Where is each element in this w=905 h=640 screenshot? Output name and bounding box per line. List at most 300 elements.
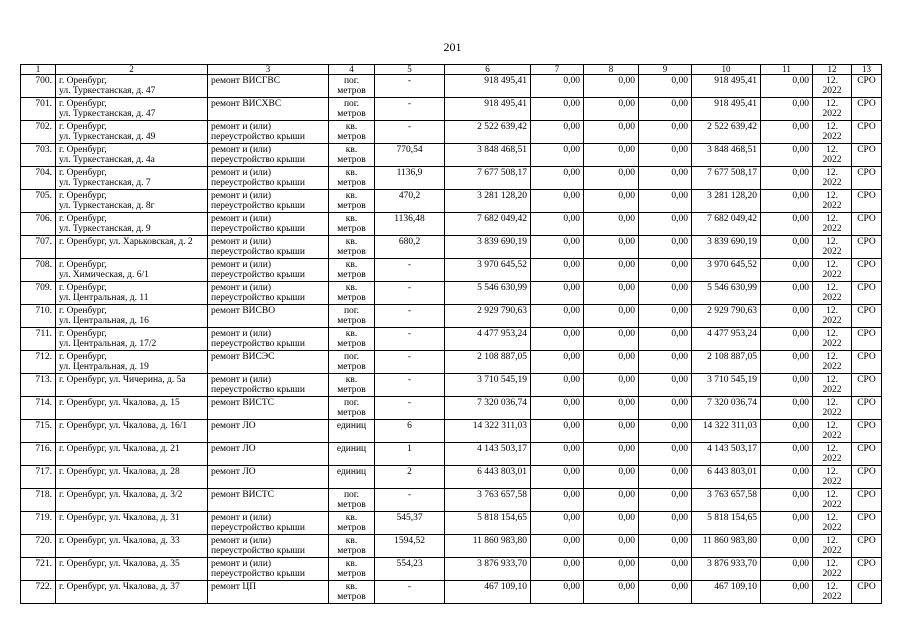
cost-col7-text: 0,00: [563, 237, 580, 247]
quantity-cell: [375, 581, 445, 604]
completion-date-line-2: 2022: [822, 500, 842, 510]
cost-col10-cell: [692, 259, 761, 282]
cost-col11-cell: [761, 121, 813, 144]
cost-col11-cell: [761, 167, 813, 190]
completion-date-line-2: 2022: [822, 477, 842, 487]
cost-col11-cell: [761, 305, 813, 328]
cost-col8-text: 0,00: [618, 191, 635, 201]
table-row: [21, 397, 882, 420]
row-number-cell: [21, 190, 56, 213]
unit-cell: [329, 512, 375, 535]
cost-col11-text: 0,00: [792, 513, 809, 523]
completion-date-line-1: 12.: [826, 191, 838, 201]
cost-col9-text: 0,00: [671, 444, 688, 454]
quantity-text: -: [407, 99, 412, 109]
work-type-line-1: ремонт и (или): [211, 375, 272, 385]
cost-col10-cell: [692, 190, 761, 213]
total-cost-text: 3 763 657,58: [477, 490, 527, 500]
cost-col10-cell: [692, 328, 761, 351]
row-number-cell: [21, 121, 56, 144]
unit-cell: [329, 282, 375, 305]
funding-source-text: СРО: [857, 99, 876, 109]
cost-col11-cell: [761, 466, 813, 489]
cost-col8-text: 0,00: [618, 214, 635, 224]
address-line-1: г. Оренбург, ул. Чкалова, д. 28: [59, 467, 180, 477]
cost-col8-cell: [584, 213, 639, 236]
work-type-line-1: ремонт ЛО: [211, 421, 256, 431]
completion-date-line-1: 12.: [826, 122, 838, 132]
cost-col9-text: 0,00: [671, 214, 688, 224]
unit-cell: [329, 305, 375, 328]
completion-date-line-2: 2022: [822, 224, 842, 234]
address-line-1: г. Оренбург, ул. Чкалова, д. 16/1: [59, 421, 188, 431]
table-row: [21, 144, 882, 167]
row-number-text: 715.: [35, 421, 52, 431]
completion-date-line-1: 12.: [826, 421, 838, 431]
row-number-text: 720.: [35, 536, 52, 546]
cost-col7-text: 0,00: [563, 536, 580, 546]
cost-col7-text: 0,00: [563, 582, 580, 592]
completion-date-cell: [813, 420, 852, 443]
row-number-text: 719.: [35, 513, 52, 523]
total-cost-text: 918 495,41: [484, 76, 527, 86]
work-type-line-1: ремонт ВИСВО: [211, 306, 276, 316]
total-cost-text: 7 677 508,17: [477, 168, 527, 178]
cost-col9-text: 0,00: [671, 352, 688, 362]
cost-col7-cell: [531, 489, 584, 512]
cost-col8-text: 0,00: [618, 260, 635, 270]
cost-col7-text: 0,00: [563, 214, 580, 224]
cost-col10-cell: [692, 489, 761, 512]
unit-line-1: кв.: [345, 260, 358, 270]
cost-col7-text: 0,00: [563, 375, 580, 385]
cost-col8-cell: [584, 351, 639, 374]
cost-col8-text: 0,00: [618, 145, 635, 155]
cost-col11-text: 0,00: [792, 99, 809, 109]
cost-col9-cell: [639, 535, 692, 558]
quantity-cell: [375, 282, 445, 305]
cost-col8-cell: [584, 581, 639, 604]
cost-col7-cell: [531, 98, 584, 121]
address-line-1: г. Оренбург, ул. Чкалова, д. 33: [59, 536, 180, 546]
total-cost-cell: [445, 75, 531, 98]
row-number-text: 709.: [35, 283, 52, 293]
funding-source-cell: [852, 351, 882, 374]
completion-date-line-2: 2022: [822, 178, 842, 188]
total-cost-text: 2 522 639,42: [477, 122, 527, 132]
table-row: [21, 305, 882, 328]
work-type-line-1: ремонт ВИСЭС: [211, 352, 275, 362]
total-cost-text: 4 477 953,24: [477, 329, 527, 339]
completion-date-cell: [813, 121, 852, 144]
work-type-cell: [208, 374, 329, 397]
cost-col11-cell: [761, 420, 813, 443]
work-type-cell: [208, 259, 329, 282]
cost-col10-cell: [692, 75, 761, 98]
table-row: [21, 558, 882, 581]
row-number-cell: [21, 259, 56, 282]
cost-col11-text: 0,00: [792, 145, 809, 155]
cost-col9-cell: [639, 190, 692, 213]
funding-source-cell: [852, 75, 882, 98]
cost-col9-text: 0,00: [671, 99, 688, 109]
address-cell: [56, 558, 208, 581]
quantity-text: -: [407, 306, 412, 316]
cost-col8-cell: [584, 259, 639, 282]
completion-date-cell: [813, 581, 852, 604]
total-cost-cell: [445, 397, 531, 420]
total-cost-cell: [445, 213, 531, 236]
address-line-1: г. Оренбург,: [59, 352, 107, 362]
funding-source-text: СРО: [857, 260, 876, 270]
work-type-cell: [208, 420, 329, 443]
unit-cell: [329, 374, 375, 397]
cost-col10-text: 3 281 128,20: [707, 191, 757, 201]
page-number: 201: [443, 40, 462, 54]
unit-line-2: метров: [337, 546, 366, 556]
column-number-cell: 12: [813, 65, 852, 75]
row-number-cell: [21, 144, 56, 167]
completion-date-line-1: 12.: [826, 214, 838, 224]
funding-source-text: СРО: [857, 168, 876, 178]
total-cost-text: 3 848 468,51: [477, 145, 527, 155]
address-line-1: г. Оренбург, ул. Чкалова, д. 15: [59, 398, 180, 408]
work-type-line-1: ремонт и (или): [211, 191, 272, 201]
table-row: [21, 512, 882, 535]
funding-source-text: СРО: [857, 582, 876, 592]
table-row: [21, 213, 882, 236]
quantity-cell: [375, 374, 445, 397]
cost-col8-text: 0,00: [618, 467, 635, 477]
unit-line-1: единиц: [336, 421, 367, 431]
funding-source-text: СРО: [857, 398, 876, 408]
cost-col7-text: 0,00: [563, 283, 580, 293]
quantity-text: 545,37: [396, 513, 423, 523]
column-number-row: [21, 65, 882, 75]
completion-date-cell: [813, 489, 852, 512]
cost-col8-cell: [584, 167, 639, 190]
cost-col8-text: 0,00: [618, 122, 635, 132]
unit-line-1: кв.: [345, 191, 358, 201]
unit-line-1: пог.: [343, 352, 360, 362]
unit-line-2: метров: [337, 592, 366, 602]
unit-line-2: метров: [337, 523, 366, 533]
completion-date-cell: [813, 98, 852, 121]
funding-source-text: СРО: [857, 237, 876, 247]
cost-col9-cell: [639, 351, 692, 374]
cost-col7-text: 0,00: [563, 398, 580, 408]
total-cost-text: 4 143 503,17: [477, 444, 527, 454]
address-line-1: г. Оренбург, ул. Чкалова, д. 35: [59, 559, 180, 569]
row-number-cell: [21, 75, 56, 98]
work-type-cell: [208, 397, 329, 420]
cost-col8-text: 0,00: [618, 398, 635, 408]
cost-col7-cell: [531, 443, 584, 466]
address-cell: [56, 259, 208, 282]
cost-col9-text: 0,00: [671, 168, 688, 178]
cost-col7-text: 0,00: [563, 122, 580, 132]
funding-source-cell: [852, 397, 882, 420]
quantity-text: -: [407, 375, 412, 385]
cost-col11-cell: [761, 558, 813, 581]
cost-col7-cell: [531, 328, 584, 351]
unit-cell: [329, 236, 375, 259]
completion-date-line-1: 12.: [826, 76, 838, 86]
address-line-1: г. Оренбург,: [59, 214, 107, 224]
cost-col9-cell: [639, 282, 692, 305]
unit-line-2: метров: [337, 178, 366, 188]
cost-col10-text: 3 848 468,51: [707, 145, 757, 155]
completion-date-line-1: 12.: [826, 352, 838, 362]
cost-col7-cell: [531, 282, 584, 305]
total-cost-text: 3 970 645,52: [477, 260, 527, 270]
column-number-cell: 7: [531, 65, 584, 75]
unit-cell: [329, 190, 375, 213]
quantity-text: 770,54: [396, 145, 423, 155]
address-line-2: ул. Туркестанская, д. 8г: [59, 201, 155, 211]
unit-cell: [329, 466, 375, 489]
cost-col7-text: 0,00: [563, 329, 580, 339]
work-type-cell: [208, 328, 329, 351]
cost-col8-cell: [584, 190, 639, 213]
quantity-cell: [375, 75, 445, 98]
cost-col9-cell: [639, 512, 692, 535]
total-cost-cell: [445, 489, 531, 512]
funding-source-cell: [852, 420, 882, 443]
funding-source-cell: [852, 190, 882, 213]
work-type-line-1: ремонт ВИСТС: [211, 490, 275, 500]
address-line-1: г. Оренбург,: [59, 99, 107, 109]
cost-col11-cell: [761, 236, 813, 259]
total-cost-cell: [445, 351, 531, 374]
column-number-cell: 13: [852, 65, 882, 75]
quantity-text: -: [407, 283, 412, 293]
cost-col8-cell: [584, 558, 639, 581]
completion-date-line-1: 12.: [826, 398, 838, 408]
row-number-cell: [21, 512, 56, 535]
cost-col11-text: 0,00: [792, 329, 809, 339]
repair-schedule-table: [20, 64, 882, 604]
quantity-cell: [375, 190, 445, 213]
address-cell: [56, 466, 208, 489]
row-number-text: 705.: [35, 191, 52, 201]
address-cell: [56, 98, 208, 121]
cost-col7-text: 0,00: [563, 191, 580, 201]
address-cell: [56, 121, 208, 144]
column-number-cell: 11: [761, 65, 813, 75]
unit-line-2: метров: [337, 201, 366, 211]
table-row: [21, 236, 882, 259]
completion-date-line-2: 2022: [822, 362, 842, 372]
work-type-cell: [208, 581, 329, 604]
cost-col8-text: 0,00: [618, 513, 635, 523]
completion-date-line-1: 12.: [826, 559, 838, 569]
cost-col9-cell: [639, 167, 692, 190]
unit-line-2: метров: [337, 247, 366, 257]
unit-line-2: метров: [337, 270, 366, 280]
row-number-cell: [21, 420, 56, 443]
total-cost-text: 6 443 803,01: [477, 467, 527, 477]
table-row: [21, 351, 882, 374]
completion-date-line-2: 2022: [822, 293, 842, 303]
completion-date-line-1: 12.: [826, 513, 838, 523]
quantity-text: 6: [407, 421, 412, 431]
quantity-cell: [375, 351, 445, 374]
cost-col7-cell: [531, 144, 584, 167]
address-line-2: ул. Туркестанская, д. 9: [59, 224, 151, 234]
cost-col9-text: 0,00: [671, 375, 688, 385]
unit-cell: [329, 144, 375, 167]
completion-date-cell: [813, 213, 852, 236]
completion-date-line-2: 2022: [822, 408, 842, 418]
quantity-cell: [375, 121, 445, 144]
funding-source-cell: [852, 144, 882, 167]
cost-col8-cell: [584, 466, 639, 489]
work-type-line-2: переустройство крыши: [211, 178, 305, 188]
quantity-cell: [375, 98, 445, 121]
cost-col11-text: 0,00: [792, 536, 809, 546]
cost-col9-cell: [639, 236, 692, 259]
total-cost-cell: [445, 259, 531, 282]
completion-date-line-2: 2022: [822, 86, 842, 96]
completion-date-line-1: 12.: [826, 145, 838, 155]
cost-col11-text: 0,00: [792, 444, 809, 454]
total-cost-text: 7 320 036,74: [477, 398, 527, 408]
work-type-line-1: ремонт и (или): [211, 260, 272, 270]
cost-col10-cell: [692, 282, 761, 305]
address-cell: [56, 374, 208, 397]
row-number-cell: [21, 351, 56, 374]
unit-cell: [329, 98, 375, 121]
unit-cell: [329, 259, 375, 282]
funding-source-cell: [852, 213, 882, 236]
work-type-line-1: ремонт ЦП: [211, 582, 257, 592]
completion-date-cell: [813, 374, 852, 397]
column-number-cell: 10: [692, 65, 761, 75]
completion-date-line-1: 12.: [826, 237, 838, 247]
column-number-cell: 1: [21, 65, 56, 75]
cost-col7-cell: [531, 121, 584, 144]
table-row: [21, 374, 882, 397]
work-type-line-2: переустройство крыши: [211, 132, 305, 142]
address-line-2: ул. Туркестанская, д. 47: [59, 109, 156, 119]
row-number-text: 710.: [35, 306, 52, 316]
row-number-cell: [21, 236, 56, 259]
cost-col11-text: 0,00: [792, 260, 809, 270]
address-cell: [56, 420, 208, 443]
cost-col8-text: 0,00: [618, 283, 635, 293]
cost-col7-cell: [531, 305, 584, 328]
cost-col8-text: 0,00: [618, 306, 635, 316]
cost-col11-text: 0,00: [792, 582, 809, 592]
work-type-cell: [208, 512, 329, 535]
cost-col11-cell: [761, 98, 813, 121]
table-row: [21, 282, 882, 305]
quantity-text: -: [407, 352, 412, 362]
funding-source-cell: [852, 236, 882, 259]
row-number-cell: [21, 466, 56, 489]
cost-col11-text: 0,00: [792, 467, 809, 477]
quantity-text: 1136,48: [394, 214, 425, 224]
cost-col10-cell: [692, 581, 761, 604]
quantity-text: 470,2: [398, 191, 421, 201]
cost-col10-text: 918 495,41: [714, 76, 757, 86]
cost-col11-text: 0,00: [792, 306, 809, 316]
unit-line-2: метров: [337, 293, 366, 303]
cost-col9-cell: [639, 466, 692, 489]
completion-date-line-2: 2022: [822, 523, 842, 533]
funding-source-cell: [852, 443, 882, 466]
cost-col10-text: 3 839 690,19: [707, 237, 757, 247]
unit-line-1: единиц: [336, 444, 367, 454]
unit-line-1: единиц: [336, 467, 367, 477]
cost-col9-text: 0,00: [671, 306, 688, 316]
unit-line-2: метров: [337, 224, 366, 234]
unit-cell: [329, 443, 375, 466]
funding-source-cell: [852, 167, 882, 190]
address-line-1: г. Оренбург,: [59, 122, 107, 132]
completion-date-cell: [813, 259, 852, 282]
cost-col8-cell: [584, 535, 639, 558]
quantity-text: 680,2: [398, 237, 421, 247]
cost-col11-cell: [761, 213, 813, 236]
cost-col11-cell: [761, 190, 813, 213]
cost-col11-text: 0,00: [792, 398, 809, 408]
work-type-line-1: ремонт и (или): [211, 237, 272, 247]
address-line-1: г. Оренбург,: [59, 329, 107, 339]
cost-col8-cell: [584, 75, 639, 98]
cost-col9-text: 0,00: [671, 76, 688, 86]
unit-line-1: кв.: [345, 513, 358, 523]
completion-date-cell: [813, 397, 852, 420]
address-cell: [56, 351, 208, 374]
address-line-1: г. Оренбург, ул. Харьковская, д. 2: [59, 237, 193, 247]
unit-line-1: кв.: [345, 283, 358, 293]
cost-col11-text: 0,00: [792, 122, 809, 132]
unit-line-2: метров: [337, 569, 366, 579]
quantity-text: 1136,9: [396, 168, 423, 178]
quantity-cell: [375, 420, 445, 443]
cost-col7-text: 0,00: [563, 559, 580, 569]
cost-col11-text: 0,00: [792, 237, 809, 247]
cost-col10-cell: [692, 213, 761, 236]
completion-date-line-2: 2022: [822, 546, 842, 556]
cost-col7-text: 0,00: [563, 421, 580, 431]
cost-col8-cell: [584, 282, 639, 305]
cost-col10-text: 11 860 983,80: [702, 536, 757, 546]
work-type-line-2: переустройство крыши: [211, 546, 305, 556]
unit-line-1: пог.: [343, 490, 360, 500]
row-number-cell: [21, 98, 56, 121]
cost-col11-cell: [761, 512, 813, 535]
unit-cell: [329, 75, 375, 98]
cost-col8-text: 0,00: [618, 352, 635, 362]
unit-line-2: метров: [337, 500, 366, 510]
row-number-text: 714.: [35, 398, 52, 408]
total-cost-text: 2 108 887,05: [477, 352, 527, 362]
cost-col10-cell: [692, 167, 761, 190]
cost-col8-cell: [584, 443, 639, 466]
total-cost-cell: [445, 236, 531, 259]
unit-line-1: кв.: [345, 559, 358, 569]
address-line-1: г. Оренбург, ул. Чкалова, д. 31: [59, 513, 180, 523]
cost-col10-text: 5 546 630,99: [707, 283, 757, 293]
table-row: [21, 75, 882, 98]
funding-source-text: СРО: [857, 490, 876, 500]
cost-col9-cell: [639, 581, 692, 604]
completion-date-line-2: 2022: [822, 270, 842, 280]
cost-col10-cell: [692, 558, 761, 581]
